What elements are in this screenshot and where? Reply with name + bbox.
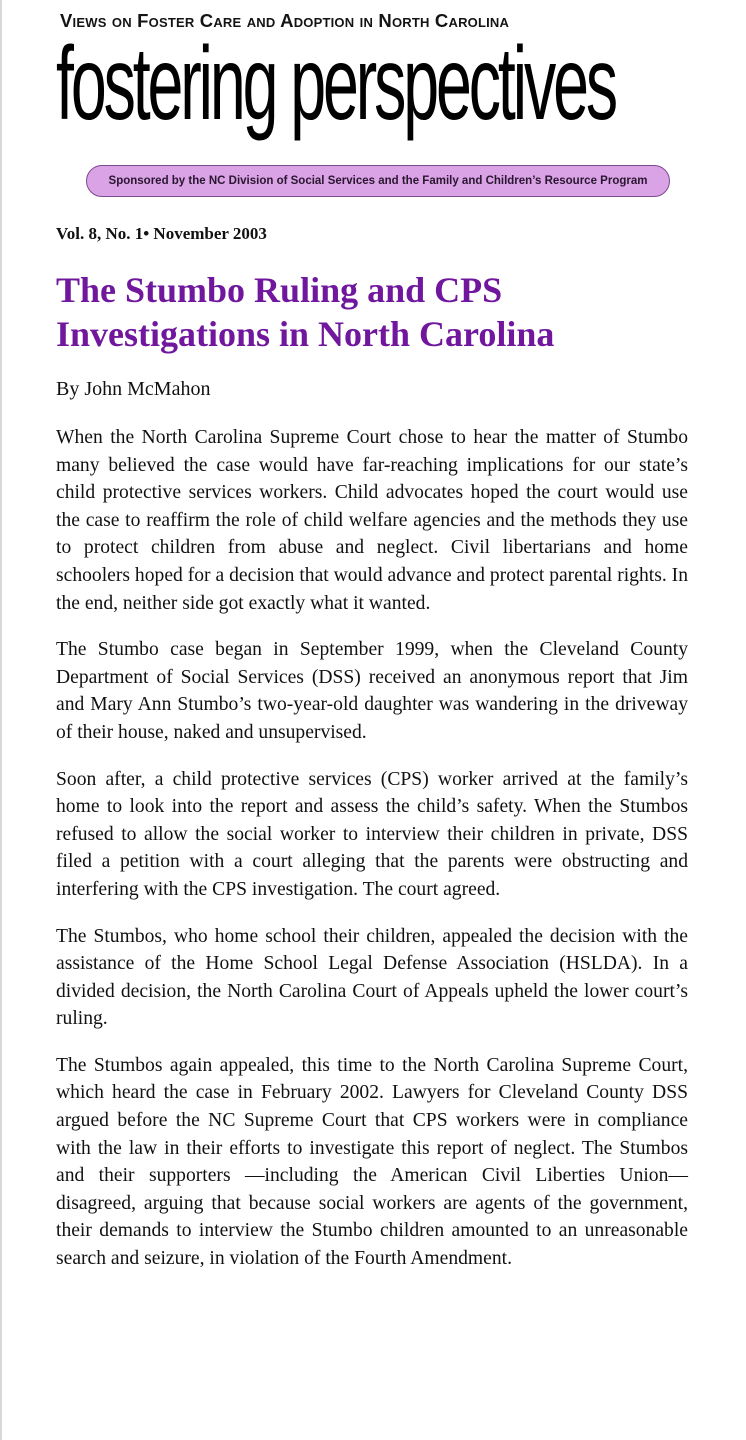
article-paragraph: The Stumbos, who home school their children, appealed the decision with the assistance of the Home School Legal Defense Association (HSLDA). In a divided decision, the North Carolina Court of Appeals upheld the lower court’s ruling. bbox=[56, 925, 688, 1030]
sponsor-banner bbox=[86, 165, 670, 197]
article-paragraph: The Stumbo case began in September 1999, when the Cleveland County Department of Social Services (DSS) received an anonymous report that Jim and Mary Ann Stumbo’s two-year-old daughter was wandering in the driveway of their house, naked and unsupervised. bbox=[56, 639, 688, 743]
article-body bbox=[56, 424, 688, 1292]
article-paragraph: The Stumbos again appealed, this time to the North Carolina Supreme Court, which heard the case in February 2002. Lawyers for Cleveland County DSS argued before the NC Supreme Court that CPS workers were in compliance with the law in their efforts to investigate this report of neglect. The Stumbos and their supporters —including the American Civil Liberties Union—disagreed, arguing that because social workers are agents of the government, their demands to interview the Stumbo children amounted to an unreasonable search and seizure, in violation of the Fourth Amendment. bbox=[56, 1054, 688, 1270]
issue-info: Vol. 8, No. 1• November 2003 bbox=[56, 224, 267, 243]
sponsor-text: Sponsored by the NC Division of Social Services and the Family and Children’s Resource Program bbox=[108, 175, 648, 187]
article-title: The Stumbo Ruling and CPS Investigations in North Carolina bbox=[56, 270, 555, 354]
page-edge-rule bbox=[0, 0, 2, 1440]
masthead-tagline: Views on Foster Care and Adoption in North Carolina bbox=[60, 10, 510, 31]
article-paragraph: When the North Carolina Supreme Court chose to hear the matter of Stumbo many believed the case would have far-reaching implications for our state’s child protective services workers. Child advocates hoped the court would use the case to reaffirm the role of child welfare agencies and the methods they use to protect children from abuse and neglect. Civil libertarians and home schoolers hoped for a decision that would advance and protect parental rights. In the end, neither side got exactly what it wanted. bbox=[56, 427, 688, 614]
article-paragraph: Soon after, a child protective services (CPS) worker arrived at the family’s home to look into the report and assess the child’s safety. When the Stumbos refused to allow the social worker to interview their children in private, DSS filed a petition with a court alleging that the parents were obstructing and interfering with the CPS investigation. The court agreed. bbox=[56, 768, 688, 900]
masthead-title-logo: fostering perspectives bbox=[56, 26, 616, 142]
article-byline: By John McMahon bbox=[56, 378, 211, 400]
masthead bbox=[52, 0, 682, 212]
